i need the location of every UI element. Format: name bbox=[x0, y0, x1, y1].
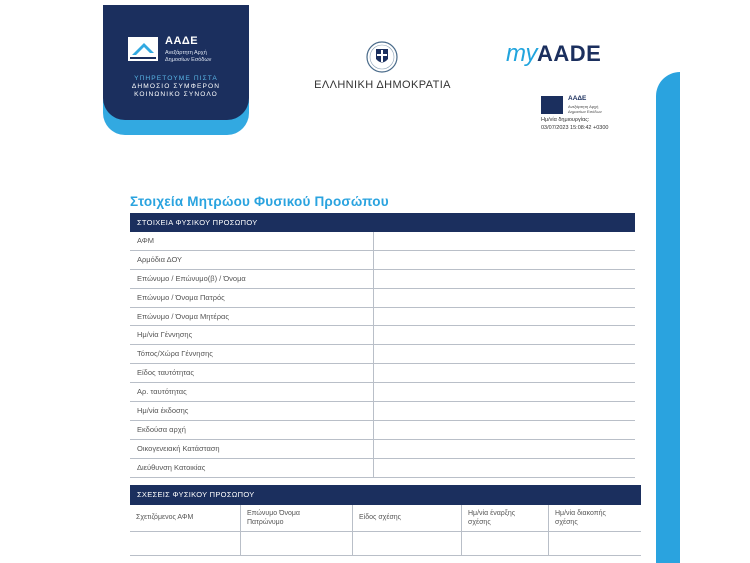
row-value bbox=[373, 459, 636, 477]
row-label: ΑΦΜ bbox=[137, 236, 155, 245]
section-title: Στοιχεία Μητρώου Φυσικού Προσώπου bbox=[130, 194, 389, 209]
greek-emblem-icon bbox=[365, 40, 399, 74]
table-row bbox=[130, 383, 635, 402]
column-header: Σχετιζόμενος ΑΦΜ bbox=[136, 514, 194, 521]
table-row bbox=[130, 232, 635, 251]
table-row bbox=[130, 308, 635, 327]
table-row bbox=[130, 326, 635, 345]
column-header: Επώνυμο Όνομα Πατρώνυμο bbox=[240, 505, 353, 531]
row-label: Οικογενειακή Κατάσταση bbox=[137, 443, 220, 453]
aade-tagline-2: ΔΗΜΟΣΙΟ ΣΥΜΦΕΡΟΝ bbox=[131, 83, 221, 90]
row-value bbox=[373, 440, 636, 458]
table-row bbox=[130, 251, 635, 270]
row-label: Επώνυμο / Όνομα Πατρός bbox=[137, 292, 225, 302]
myaade-brand: AADE bbox=[537, 41, 602, 66]
row-label: Τόπος/Χώρα Γέννησης bbox=[137, 349, 213, 359]
row-value bbox=[373, 270, 636, 288]
person-details-table bbox=[130, 213, 635, 478]
created-label: Ημ/νία δημιουργίας: bbox=[541, 117, 590, 123]
aade-tagline-3: ΚΟΙΝΩΝΙΚΟ ΣΥΝΟΛΟ bbox=[134, 91, 218, 98]
column-header: Είδος σχέσης bbox=[352, 505, 462, 531]
row-label: Εκδούσα αρχή bbox=[137, 424, 186, 434]
stamp-subtitle: Ανεξάρτητη Αρχή Δημοσίων Εσόδων bbox=[568, 104, 602, 114]
row-label: Διεύθυνση Κατοικίας bbox=[137, 462, 206, 472]
person-relations-table bbox=[130, 485, 641, 556]
row-label: Επώνυμο / Επώνυμο(β) / Όνομα bbox=[137, 273, 246, 283]
row-label: Ημ/νία έκδοσης bbox=[137, 406, 189, 416]
row-value bbox=[373, 326, 636, 344]
aade-logo-subtitle: Ανεξάρτητη Αρχή Δημοσίων Εσόδων bbox=[165, 50, 212, 63]
table-row bbox=[130, 402, 635, 421]
row-label: Αρμόδια ΔΟΥ bbox=[137, 254, 183, 264]
table-row bbox=[130, 364, 635, 383]
table-row bbox=[130, 440, 635, 459]
row-value bbox=[373, 251, 636, 269]
table-row bbox=[130, 421, 635, 440]
myaade-prefix: my bbox=[506, 40, 537, 67]
table-header: ΣΤΟΙΧΕΙΑ ΦΥΣΙΚΟΥ ΠΡΟΣΩΠΟΥ bbox=[130, 213, 635, 232]
column-header: Ημ/νία διακοπής σχέσης bbox=[548, 505, 642, 531]
republic-title: ΕΛΛΗΝΙΚΗ ΔΗΜΟΚΡΑΤΙΑ bbox=[314, 79, 451, 91]
stamp-name: ΑΑΔΕ bbox=[568, 95, 587, 102]
column-header: Ημ/νία έναρξης σχέσης bbox=[461, 505, 549, 531]
row-value bbox=[373, 345, 636, 363]
table-row bbox=[130, 459, 635, 478]
row-label: Είδος ταυτότητας bbox=[137, 368, 194, 378]
table-row bbox=[130, 289, 635, 308]
aade-logo bbox=[103, 5, 249, 135]
row-value bbox=[373, 308, 636, 326]
row-value bbox=[373, 421, 636, 439]
accent-bar bbox=[656, 72, 680, 563]
row-value bbox=[373, 289, 636, 307]
row-value bbox=[373, 232, 636, 250]
row-value bbox=[373, 364, 636, 382]
aade-logo-name: ΑΑΔΕ bbox=[165, 35, 199, 47]
myaade-logo bbox=[506, 40, 601, 68]
table-column-headers bbox=[130, 505, 641, 532]
row-label: Ημ/νία Γέννησης bbox=[137, 330, 193, 340]
table-header: ΣΧΕΣΕΙΣ ΦΥΣΙΚΟΥ ΠΡΟΣΩΠΟΥ bbox=[130, 485, 641, 505]
table-row bbox=[130, 532, 641, 556]
aade-tagline-1: ΥΠΗΡΕΤΟΥΜΕ ΠΙΣΤΑ bbox=[134, 75, 218, 82]
row-label: Αρ. ταυτότητας bbox=[137, 387, 187, 397]
row-value bbox=[373, 383, 636, 401]
stamp-logo-icon bbox=[541, 96, 563, 114]
table-row bbox=[130, 270, 635, 289]
aade-logo-icon bbox=[128, 37, 158, 61]
created-value: 03/07/2023 15:08:42 +0300 bbox=[541, 125, 609, 131]
table-row bbox=[130, 345, 635, 364]
row-value bbox=[373, 402, 636, 420]
row-label: Επώνυμο / Όνομα Μητέρας bbox=[137, 311, 229, 321]
